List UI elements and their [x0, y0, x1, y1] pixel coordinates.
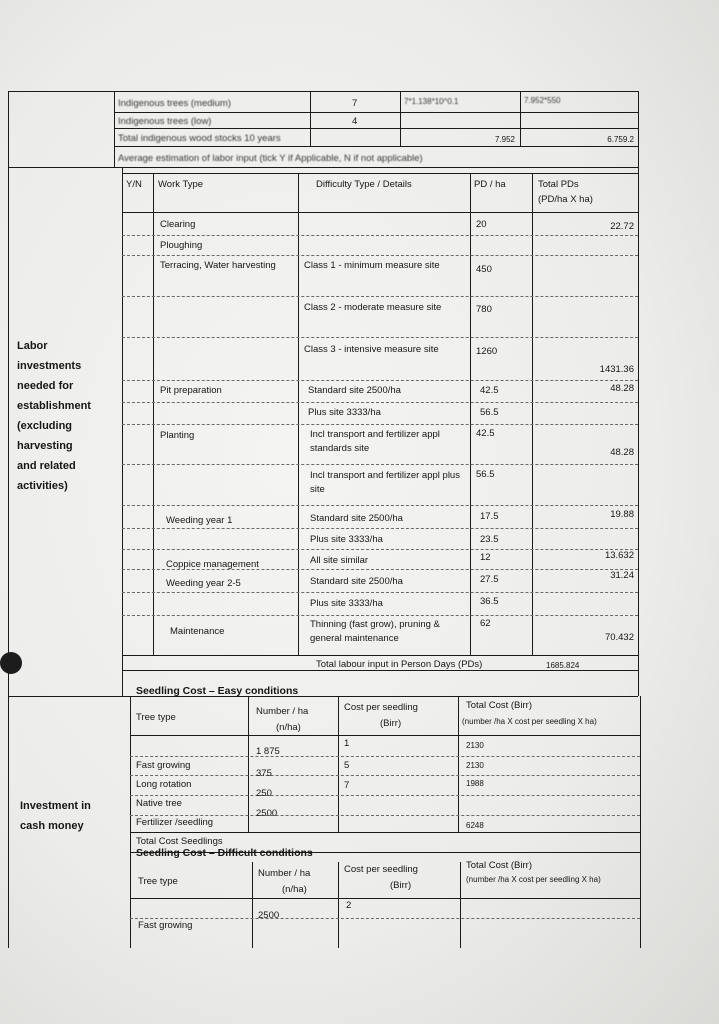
punch-hole: [0, 652, 22, 674]
difficulty-detail: Plus site 3333/ha: [310, 534, 383, 545]
pd-value: 27.5: [480, 574, 499, 585]
difficult-header-cost: Cost per seedling: [344, 864, 418, 875]
difficult-conditions-title: Seedling Cost – Difficult conditions: [136, 847, 313, 859]
difficulty-detail: Thinning (fast grow), pruning & general maintenance: [310, 619, 440, 644]
number-per-ha: 375: [256, 768, 272, 779]
number-per-ha: 250: [256, 788, 272, 799]
pd-value: 17.5: [480, 511, 499, 522]
cash-section-label: Investment in cash money: [20, 800, 91, 832]
pd-value: 1260: [476, 346, 498, 357]
tree-type: Native tree: [136, 798, 182, 809]
tree-type: Fast growing: [138, 920, 193, 931]
difficulty-detail: Plus site 3333/ha: [310, 598, 383, 609]
difficulty-detail: Incl transport and fertilizer appl standards site: [310, 429, 440, 454]
top-row-count: 4: [352, 116, 358, 127]
number-per-ha: 2500: [258, 910, 280, 921]
top-row-label: Indigenous trees (low): [118, 116, 212, 127]
difficult-header-total: Total Cost (Birr): [466, 860, 532, 871]
header-work-type: Work Type: [158, 179, 204, 190]
easy-header-total: Total Cost (Birr): [466, 700, 532, 711]
tree-type: Long rotation: [136, 779, 192, 790]
work-type: Weeding year 2-5: [166, 578, 241, 589]
cost-per-seedling: 2: [346, 900, 352, 911]
pd-value: 450: [476, 264, 492, 275]
labor-section-label: Labor investments needed for establishment (excluding harvesting and related activities): [17, 340, 91, 492]
pd-value: 42.5: [476, 428, 495, 439]
difficulty-detail: Incl transport and fertilizer appl plus site: [310, 470, 460, 495]
pd-value: 36.5: [480, 596, 499, 607]
header-yn: Y/N: [126, 179, 142, 190]
work-type: Terracing, Water harvesting: [160, 260, 276, 271]
total-cost-seedlings-value: 6248: [466, 821, 484, 830]
total-pd: 48.28: [610, 447, 634, 458]
total-pd: 13.632: [604, 550, 634, 561]
header-total-unit: (PD/ha X ha): [538, 194, 593, 205]
header-total: Total PDs: [538, 179, 579, 190]
number-per-ha: 2500: [256, 808, 278, 819]
total-pd: 48.28: [610, 383, 634, 394]
total-pd: 70.432: [604, 632, 634, 643]
pd-value: 23.5: [480, 534, 499, 545]
top-row-calc-2: 7.952*550: [524, 96, 561, 105]
difficulty-detail: Class 1 - minimum measure site: [304, 260, 440, 271]
difficulty-detail: Plus site 3333/ha: [308, 407, 381, 418]
difficulty-detail: Class 2 - moderate measure site: [304, 302, 442, 313]
difficult-header-tree-type: Tree type: [138, 876, 178, 887]
tree-type: Fertilizer /seedling: [136, 817, 214, 828]
difficulty-detail: Standard site 2500/ha: [310, 576, 403, 587]
total-cost: 1988: [466, 779, 484, 788]
easy-header-number: Number / ha: [256, 706, 309, 717]
header-difficulty: Difficulty Type / Details: [316, 179, 412, 190]
difficulty-detail: Class 3 - intensive measure site: [304, 344, 439, 355]
work-type: Clearing: [160, 219, 196, 230]
pd-value: 780: [476, 304, 492, 315]
pd-value: 42.5: [480, 385, 499, 396]
work-type: Pit preparation: [160, 385, 222, 396]
total-labour-value: 1685.824: [546, 661, 580, 670]
top-row-calc: 7.952: [494, 135, 515, 144]
easy-header-total-formula: (number /ha X cost per seedling X ha): [462, 717, 597, 726]
difficulty-detail: All site similar: [310, 555, 369, 566]
pd-value: 12: [480, 552, 491, 563]
total-cost: 2130: [466, 741, 484, 750]
difficult-header-cost-unit: (Birr): [390, 880, 412, 891]
work-type: Planting: [160, 430, 195, 441]
easy-conditions-title: Seedling Cost – Easy conditions: [136, 685, 299, 697]
total-cost-seedlings-label: Total Cost Seedlings: [136, 836, 223, 847]
pd-value: 20: [476, 219, 487, 230]
tree-type: Fast growing: [136, 760, 191, 771]
top-row-label: Total indigenous wood stocks 10 years: [118, 133, 281, 144]
difficulty-detail: Standard site 2500/ha: [308, 385, 401, 396]
pd-value: 62: [480, 618, 491, 629]
cost-per-seedling: 5: [344, 760, 350, 771]
pd-value: 56.5: [476, 469, 495, 480]
difficult-header-number-unit: (n/ha): [282, 884, 307, 895]
work-type: Maintenance: [170, 626, 225, 637]
work-type: Coppice management: [166, 559, 259, 570]
number-per-ha: 1 875: [256, 746, 280, 757]
easy-header-tree-type: Tree type: [136, 712, 176, 723]
total-pd: 19.88: [610, 509, 634, 520]
header-pd: PD / ha: [474, 179, 506, 190]
cost-per-seedling: 7: [344, 780, 350, 791]
top-row-count: 7: [352, 98, 358, 109]
easy-header-cost-unit: (Birr): [380, 718, 402, 729]
total-pd: 1431.36: [599, 364, 634, 375]
work-type: Weeding year 1: [166, 515, 233, 526]
total-labour-label: Total labour input in Person Days (PDs): [316, 659, 483, 670]
top-row-calc-2: 6.759.2: [607, 135, 634, 144]
total-pd: 22.72: [610, 221, 634, 232]
cost-per-seedling: 1: [344, 738, 350, 749]
labor-header-note: Average estimation of labor input (tick Y if Applicable, N if not applicable): [118, 153, 423, 164]
total-pd: 31.24: [610, 570, 634, 581]
easy-header-number-unit: (n/ha): [276, 722, 301, 733]
difficult-header-total-formula: (number /ha X cost per seedling X ha): [466, 875, 601, 884]
pd-value: 56.5: [480, 407, 499, 418]
top-row-label: Indigenous trees (medium): [118, 98, 231, 109]
work-type: Ploughing: [160, 240, 203, 251]
difficult-header-number: Number / ha: [258, 868, 311, 879]
easy-header-cost: Cost per seedling: [344, 702, 418, 713]
total-cost: 2130: [466, 761, 484, 770]
difficulty-detail: Standard site 2500/ha: [310, 513, 403, 524]
top-row-calc: 7*1.138*10^0.1: [404, 97, 459, 106]
